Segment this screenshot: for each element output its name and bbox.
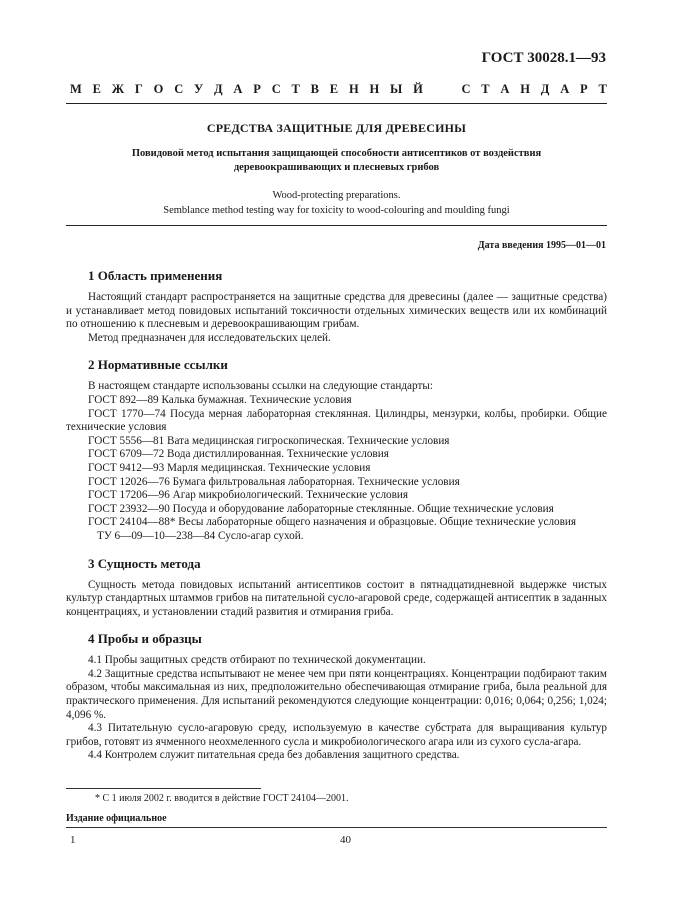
banner-letter: Е [329, 82, 339, 96]
reference-item: ГОСТ 23932—90 Посуда и оборудование лабораторные стеклянные. Общие технические условия [88, 502, 554, 515]
reference-item: ГОСТ 12026—76 Бумага фильтровальная лабораторная. Технические условия [88, 475, 460, 488]
reference-item: ТУ 6—09—10—238—84 Сусло-агар сухой. [97, 529, 304, 542]
english-title [66, 188, 607, 218]
banner-letter [434, 82, 437, 97]
document-subtitle [110, 147, 563, 175]
english-title-line: Wood-protecting preparations. [272, 190, 401, 201]
banner-letter: В [310, 82, 319, 96]
reference-item: ГОСТ 892—89 Калька бумажная. Технические условия [88, 393, 352, 406]
paragraph: Настоящий стандарт распространяется на защитные средства для древесины (далее — защитные средства) и устанавливает метод повидовых испытаний токсичности отдельных химических веществ или их комбинаций по отношению к плесневым и деревоокрашивающим грибам. [66, 291, 607, 331]
section-heading: 1 Область применения [88, 268, 223, 283]
banner-letter: Т [481, 82, 490, 96]
banner-letter: О [153, 82, 164, 96]
page-number: 40 [340, 834, 351, 846]
document-title: СРЕДСТВА ЗАЩИТНЫЕ ДЛЯ ДРЕВЕСИНЫ [206, 121, 467, 135]
reference-item: ГОСТ 17206—96 Агар микробиологический. Технические условия [88, 489, 409, 502]
reference-item: ГОСТ 5556—81 Вата медицинская гигроскопическая. Технические условия [88, 434, 450, 447]
banner-letter: Г [134, 82, 143, 96]
banner-letter: С [271, 82, 281, 96]
section-samples [66, 631, 607, 763]
paragraph: Сущность метода повидовых испытаний антисептиков состоит в пятнадцатидневной выдержке чистых культур стандартных штаммов грибов на питательной сусло-агаровой среде, содержащей антисептик в заданных концентрациях, и установлении стадий развития и отмирания гриба. [66, 578, 607, 618]
subtitle-line: деревоокрашивающих и плесневых грибов [233, 162, 440, 173]
document-body [66, 268, 607, 775]
gost-code: ГОСТ 30028.1—93 [481, 50, 606, 66]
interstate-standard-banner [70, 82, 607, 97]
banner-letter: А [233, 82, 243, 96]
title-rule [66, 225, 607, 226]
paragraph: Метод предназначен для исследовательских целей. [88, 331, 331, 344]
subtitle-line: Повидовой метод испытания защищающей способности антисептиков от воздействия [131, 148, 542, 159]
banner-letter: Ж [111, 82, 125, 96]
banner-letter: Й [413, 82, 423, 96]
paragraph: В настоящем стандарте использованы ссылки на следующие стандарты: [88, 380, 433, 393]
banner-letter: А [500, 82, 510, 96]
paragraph: 4.2 Защитные средства испытывают не менее чем при пяти концентрациях. Концентрации подбирают таким образом, чтобы максимальная из них, предположительно обеспечивающая отмирание гриба, была реальной для практического применения. Для испытаний рекомендуются следующие концентрации: 0,016; 0,064; 0,256; 1,024; 4,096 %. [66, 667, 607, 721]
section-heading: 2 Нормативные ссылки [88, 357, 228, 373]
edition-label: Издание официальное [66, 813, 167, 824]
footnote-rule [66, 788, 261, 789]
banner-letter: С [174, 82, 184, 96]
banner-letter [448, 82, 451, 97]
introduction-date: Дата введения 1995—01—01 [477, 240, 606, 251]
banner-letter: С [461, 82, 471, 96]
banner-letter: У [194, 82, 204, 96]
header-rule [66, 103, 607, 104]
banner-letter: Д [540, 82, 550, 96]
banner-letter: Н [348, 82, 359, 96]
reference-item: ГОСТ 24104—88* Весы лабораторные общего назначения и образцовые. Общие технические условия [88, 516, 577, 529]
banner-letter: Д [214, 82, 223, 96]
paragraph: 4.1 Пробы защитных средств отбирают по технической документации. [88, 654, 426, 667]
footer-rule [66, 827, 607, 828]
section-normative-references [66, 357, 607, 543]
section-heading: 4 Пробы и образцы [88, 631, 202, 647]
page-left-mark: 1 [70, 834, 76, 846]
footnote: * С 1 июля 2002 г. вводится в действие ГОСТ 24104—2001. [95, 793, 349, 804]
reference-item: ГОСТ 1770—74 Посуда мерная лабораторная стеклянная. Цилиндры, мензурки, колбы, пробирки. Общие технические условия [66, 407, 607, 434]
section-heading: 3 Сущность метода [88, 555, 201, 571]
section-scope [66, 268, 607, 345]
banner-letter: М [70, 82, 82, 96]
banner-letter: Н [369, 82, 380, 96]
banner-letter: Н [520, 82, 530, 96]
banner-letter: Т [291, 82, 300, 96]
reference-item: ГОСТ 6709—72 Вода дистиллированная. Технические условия [88, 448, 389, 461]
english-title-line: Semblance method testing way for toxicity to wood-colouring and moulding fungi [163, 205, 510, 216]
section-method-essence [66, 556, 607, 620]
banner-letter: Е [92, 82, 101, 96]
banner-letter: Т [598, 82, 607, 96]
reference-item: ГОСТ 9412—93 Марля медицинская. Технические условия [88, 461, 371, 474]
banner-letter: Ы [390, 82, 403, 96]
banner-letter: А [560, 82, 570, 96]
banner-letter: Р [253, 82, 261, 96]
paragraph: 4.4 Контролем служит питательная среда без добавления защитного средства. [88, 749, 460, 762]
paragraph: 4.3 Питательную сусло-агаровую среду, используемую в качестве субстрата для выращивания культур грибов, готовят из ячменного неохмеленного сусла и микробиологического агара или из сухого сусла-агара. [66, 722, 607, 748]
banner-letter: Р [580, 82, 588, 96]
